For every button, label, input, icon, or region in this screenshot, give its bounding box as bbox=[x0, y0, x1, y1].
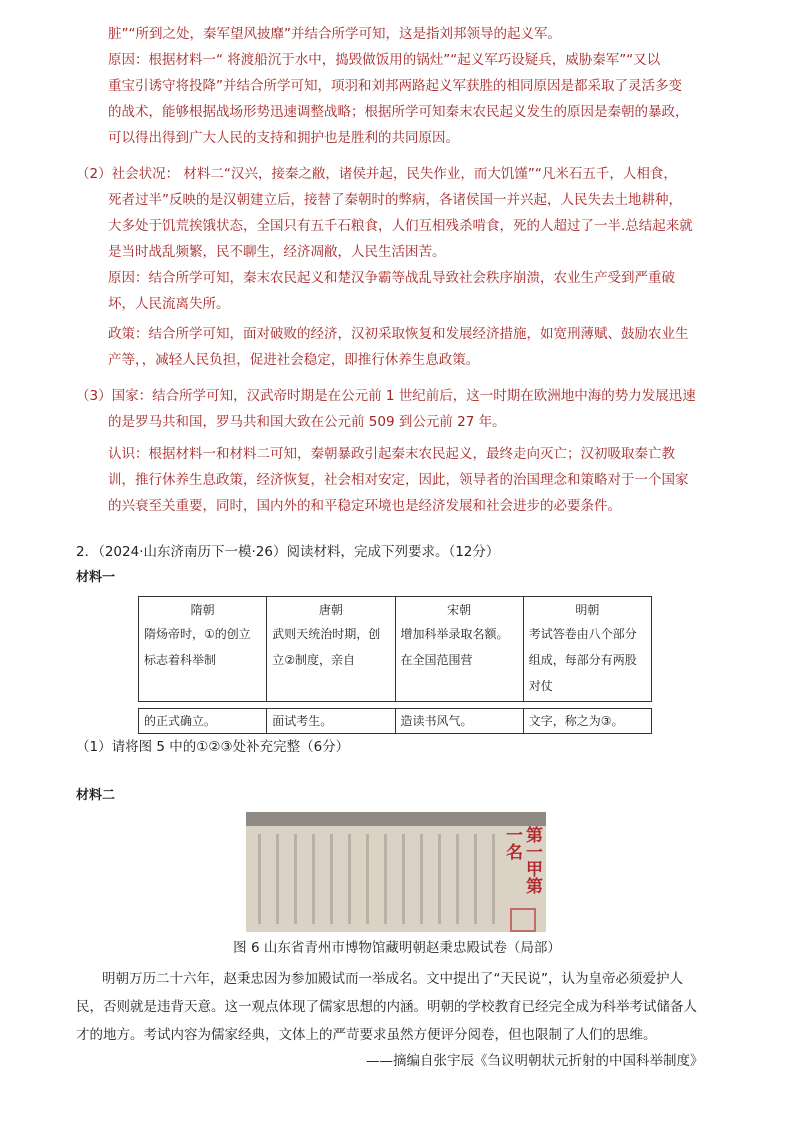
material-1-label: 材料一 bbox=[76, 570, 116, 585]
scroll-red-inscription: 第一甲第一名 bbox=[502, 826, 542, 894]
answer-line: 是当时战乱频繁，民不聊生，经济凋敝，人民生活困苦。 bbox=[108, 244, 446, 260]
table-header: 唐朝 bbox=[318, 603, 343, 617]
table-cell-text: 考试答卷由八个部分组成，每部分有两股对仗 bbox=[528, 627, 637, 693]
answer-line: 重宝引诱守将投降”并结合所学可知，项羽和刘邦两路起义军获胜的相同原因是都采取了灵活多变 bbox=[108, 78, 682, 94]
material-2-label: 材料二 bbox=[76, 788, 116, 803]
question-2-1: （1）请将图 5 中的①②③处补充完整（6分） bbox=[76, 739, 350, 755]
exam-scroll-image bbox=[246, 812, 546, 932]
answer-line: 的是罗马共和国，罗马共和国大致在公元前 509 到公元前 27 年。 bbox=[108, 414, 506, 430]
table-cell bbox=[523, 597, 651, 702]
table-header: 明朝 bbox=[575, 603, 600, 617]
table-cell-text: 的正式确立。 bbox=[139, 709, 267, 734]
answer-line: 训，推行休养生息政策，经济恢复，社会相对安定，因此，领导者的治国理念和策略对于一个国家 bbox=[108, 472, 689, 488]
answer-line: 大多处于饥荒挨饿状态，全国只有五千石粮食，人们互相残杀啃食，死的人超过了一半.总结起来就 bbox=[108, 218, 693, 234]
answer-line: 的战术，能够根据战场形势迅速调整战略；根据所学可知秦末农民起义发生的原因是秦朝的暴政， bbox=[108, 104, 689, 120]
answer-line: 的兴衰至关重要，同时，国内外的和平稳定环境也是经济发展和社会进步的必要条件。 bbox=[108, 498, 621, 514]
answer-line: 原因：根据材料一“ 将渡船沉于水中，捣毁做饭用的锅灶”“起义军巧设疑兵，威胁秦军”“又以 bbox=[108, 52, 661, 68]
answer-line: （2）社会状况： 材料二“汉兴，接秦之敝，诸侯并起，民失作业，而大饥馑”“凡米石五千，人相食， bbox=[76, 166, 677, 182]
paragraph-line: 才的地方。考试内容为儒家经典，文体上的严苛要求虽然方便评分阅卷，但也限制了人们的思维。 bbox=[76, 1027, 657, 1043]
paragraph-line: 民，否则就是违背天意。这一观点体现了儒家思想的内涵。明朝的学校教育已经完全成为科举考试储备人 bbox=[76, 999, 697, 1015]
table-cell bbox=[139, 597, 267, 702]
source-citation: ——摘编自张宇辰《刍议明朝状元折射的中国科举制度》 bbox=[366, 1053, 704, 1069]
keju-table bbox=[138, 596, 652, 702]
answer-line: 产等，，减轻人民负担，促进社会稳定，即推行休养生息政策。 bbox=[108, 352, 480, 368]
table-cell-text: 隋炀帝时，①的创立标志着科举制 bbox=[144, 627, 251, 667]
table-cell-text: 面试考生。 bbox=[267, 709, 395, 734]
question-2: 2．（2024·山东济南历下一模·26）阅读材料，完成下列要求。（12分） bbox=[76, 544, 500, 560]
table-cell bbox=[267, 597, 395, 702]
figure-caption: 图 6 山东省青州市博物馆藏明朝赵秉忠殿试卷（局部） bbox=[233, 940, 561, 956]
table-cell-text: 文字，称之为③。 bbox=[523, 709, 651, 734]
answer-line: 死者过半”反映的是汉朝建立后，接替了秦朝时的弊病，各诸侯国一并兴起，人民失去土地耕种， bbox=[108, 192, 682, 208]
table-header: 隋朝 bbox=[190, 603, 215, 617]
table-header: 宋朝 bbox=[447, 603, 472, 617]
answer-line: 政策：结合所学可知，面对破败的经济，汉初采取恢复和发展经济措施，如宽刑薄赋、鼓励农业生 bbox=[108, 326, 689, 342]
answer-line: 认识：根据材料一和材料二可知，秦朝暴政引起秦末农民起义，最终走向灭亡；汉初吸取秦亡教 bbox=[108, 446, 675, 462]
keju-table-continued bbox=[138, 708, 652, 734]
answer-line: （3）国家：结合所学可知，汉武帝时期是在公元前 1 世纪前后，这一时期在欧洲地中海的势力发展迅速 bbox=[76, 388, 696, 404]
answer-line: 脏”“所到之处，秦军望风披靡”并结合所学可知，这是指刘邦领导的起义军。 bbox=[108, 26, 561, 42]
paragraph-line: 明朝万历二十六年，赵秉忠因为参加殿试而一举成名。文中提出了“天民说”，认为皇帝必须爱护人 bbox=[102, 971, 683, 987]
seal-stamp bbox=[510, 908, 536, 932]
answer-line: 原因：结合所学可知，秦末农民起义和楚汉争霸等战乱导致社会秩序崩溃，农业生产受到严重破 bbox=[108, 270, 675, 286]
table-cell bbox=[395, 597, 523, 702]
table-cell-text: 武则天统治时期，创立②制度，亲自 bbox=[272, 627, 381, 667]
answer-line: 可以得出得到广大人民的支持和拥护也是胜利的共同原因。 bbox=[108, 130, 459, 146]
table-cell-text: 增加科举录取名额。在全国范围营 bbox=[400, 627, 509, 667]
scroll-band bbox=[246, 812, 546, 826]
table-cell-text: 造读书风气。 bbox=[395, 709, 523, 734]
answer-line: 坏，人民流离失所。 bbox=[108, 296, 230, 312]
